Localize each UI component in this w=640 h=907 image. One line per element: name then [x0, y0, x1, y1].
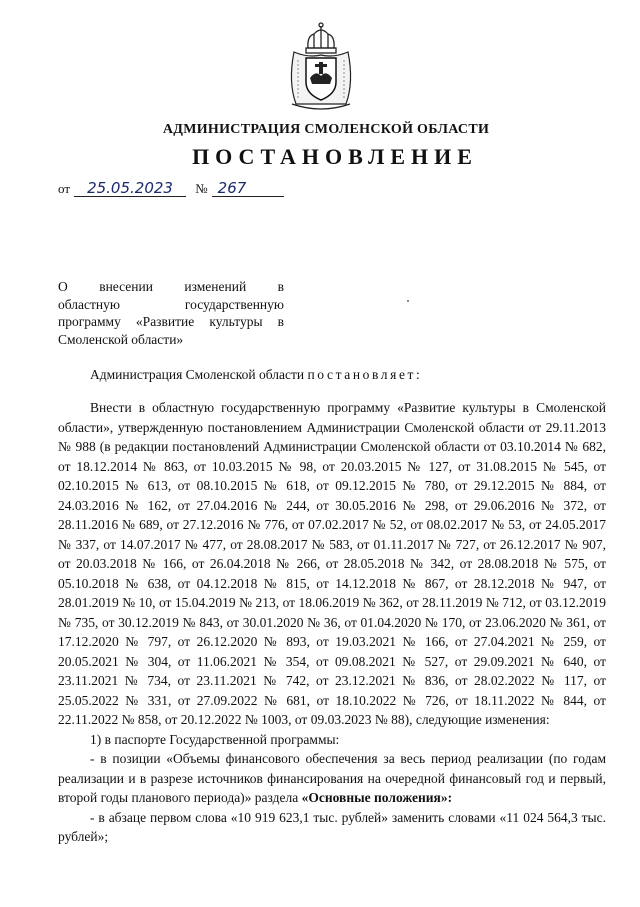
coat-of-arms-emblem [286, 22, 356, 112]
document-type-title: ПОСТАНОВЛЕНИЕ [192, 144, 478, 169]
scan-speck [407, 300, 409, 302]
decree-verb: постановляет: [307, 367, 423, 382]
colon: : [447, 790, 453, 805]
number-prefix: № [195, 181, 208, 196]
handwritten-number: 267 [212, 180, 284, 197]
body-item [58, 749, 606, 808]
section-name-bold: «Основные положения» [301, 790, 448, 805]
body-item: 1) в паспорте Государственной программы: [90, 731, 340, 747]
subject-block [58, 278, 284, 348]
decree-lead: Администрация Смоленской области [90, 367, 305, 382]
date-number-line [58, 180, 284, 197]
subject-line: О внесении изменений в [58, 279, 284, 294]
body-paragraph: Внести в областную государственную программу «Развитие культуры в Смоленской области», утвержденную постановлением Администрации Смоленской области от 29.11.2013 № 988 (в редакции постановлений Администрации Смоленской области от 03.10.2014 № 682, от 18.12.2014 № 863, от 10.03.2015 № 98, от 20.03.2015 № 127, от 31.08.2015 № 545, от 02.10.2015 № 613, от 08.10.2015 № 618, от 09.12.2015 № 780, от 29.12.2015 № 884, от 24.03.2016 № 162, от 27.04.2016 № 244, от 30.05.2016 № 298, от 29.06.2016 № 372, от 28.11.2016 № 689, от 27.12.2016 № 776, от 07.02.2017 № 52, от 08.02.2017 № 53, от 24.05.2017 № 337, от 14.07.2017 № 477, от 28.08.2017 № 583, от 01.11.2017 № 727, от 26.12.2017 № 907, от 20.03.2018 № 166, от 26.04.2018 № 266, от 28.05.2018 № 342, от 28.08.2018 № 575, от 05.10.2018 № 638, от 04.12.2018 № 815, от 14.12.2018 № 867, от 28.12.2018 № 947, от 28.01.2019 № 10, от 15.04.2019 № 213, от 18.06.2019 № 362, от 28.11.2019 № 712, от 03.12.2019 № 735, от 30.12.2019 № 843, от 30.01.2020 № 36, от 01.04.2020 № 170, от 23.06.2020 № 361, от 17.12.2020 № 797, от 26.12.2020 № 893, от 19.03.2021 № 166, от 27.04.2021 № 259, от 20.05.2021 № 304, от 11.06.2021 № 354, от 09.08.2021 № 527, от 29.09.2021 № 640, от 23.11.2021 № 734, от 23.11.2021 № 742, от 23.12.2021 № 836, от 28.02.2022 № 117, от 25.05.2022 № 331, от 27.09.2022 № 681, от 18.10.2022 № 726, от 18.11.2022 № 844, от 22.11.2022 № 858, от 20.12.2022 № 1003, от 09.03.2023 № 88), следующие изменения: [58, 400, 606, 727]
body-item-text: - в позиции «Объемы финансового обеспечения за весь период реализации (по годам реализации и в разрезе источников финансирования на очередной финансовый год и первый, второй годы планового периода)» раздела [58, 751, 606, 805]
subject-line: программу «Развитие культуры в [58, 314, 284, 329]
body-item: - в абзаце первом слова «10 919 623,1 тыс. рублей» заменить словами «11 024 564,3 тыс. рублей»; [58, 809, 606, 844]
handwritten-date: 25.05.2023 [74, 180, 186, 197]
subject-line: областную государственную [58, 296, 284, 312]
date-prefix: от [58, 181, 71, 196]
subject-line: Смоленской области» [58, 331, 184, 347]
decree-statement [90, 367, 422, 383]
organization-name: АДМИНИСТРАЦИЯ СМОЛЕНСКОЙ ОБЛАСТИ [162, 122, 490, 137]
document-body [58, 398, 606, 847]
